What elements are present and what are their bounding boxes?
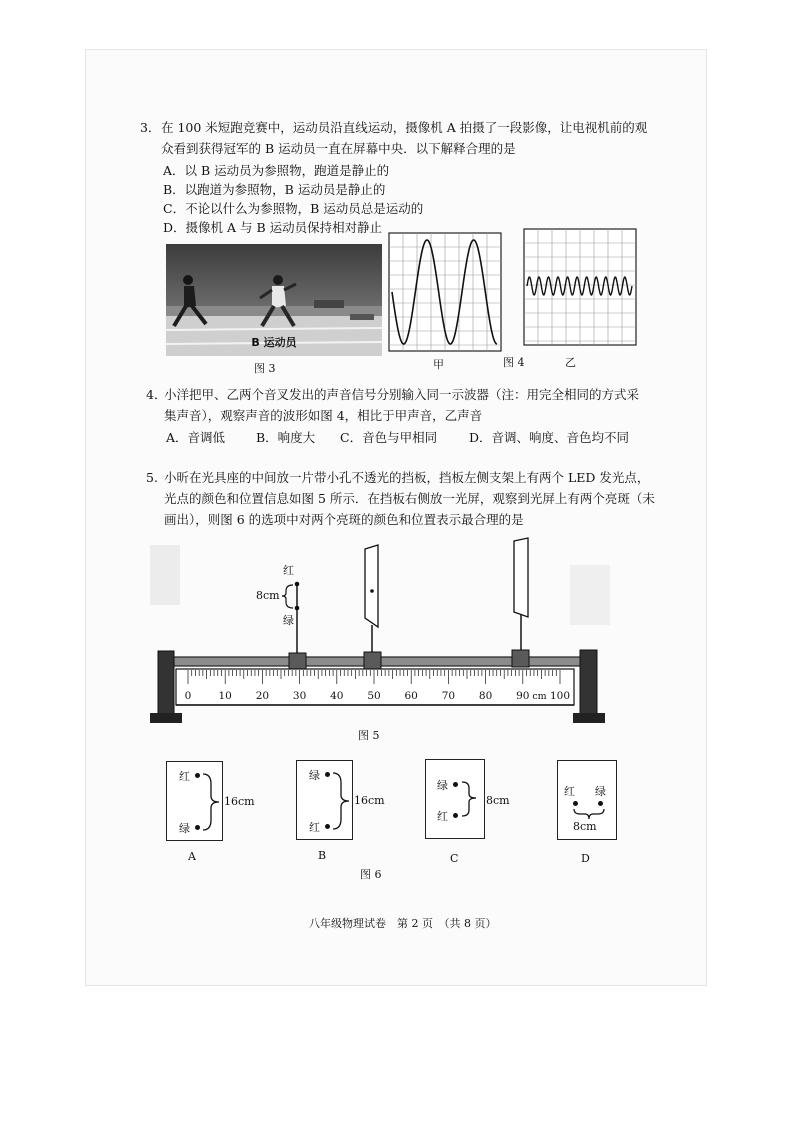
q4-option-d: D．音调、响度、音色均不同	[469, 430, 630, 445]
choice-a-screen	[166, 761, 223, 841]
fig5-green-label: 绿	[283, 614, 294, 627]
choice-c-top-dot	[453, 782, 458, 787]
fig5-optical-bench	[150, 535, 610, 735]
choice-b-bottom-dot	[325, 824, 330, 829]
choice-d-left-label: 红	[564, 785, 575, 798]
choice-a-bottom-label: 绿	[179, 822, 190, 835]
pinhole-barrier	[365, 545, 378, 627]
choice-d-distance: 8cm	[573, 820, 597, 833]
wave-yi-label: 乙	[565, 356, 576, 369]
fig3-caption: 图 3	[254, 362, 276, 375]
red-led-dot	[295, 582, 300, 587]
choice-b-top-dot	[325, 772, 330, 777]
photo-label-b-athlete: B 运动员	[251, 336, 297, 349]
q3-option-d: D．摄像机 A 与 B 运动员保持相对静止	[163, 220, 383, 235]
oscilloscope-yi	[523, 228, 637, 346]
light-screen	[514, 538, 528, 617]
q3-text-line2: 众看到获得冠军的 B 运动员一直在屏幕中央．以下解释合理的是	[161, 141, 516, 156]
q4-text-line1: 小洋把甲、乙两个音叉发出的声音信号分别输入同一示波器（注：用完全相同的方式采	[164, 387, 640, 402]
choice-c-bottom-label: 红	[437, 810, 448, 823]
choice-c-screen	[425, 759, 485, 839]
ruler-unit-label: cm	[532, 691, 547, 702]
choice-c-bottom-dot	[453, 813, 458, 818]
ruler-tick-label: 20	[255, 690, 270, 702]
q5-text-line2: 光点的颜色和位置信息如图 5 所示．在挡板右侧放一光屏，观察到光屏上有两个亮斑（未	[164, 491, 655, 506]
choice-a-letter: A	[188, 850, 196, 863]
choice-b-letter: B	[318, 849, 327, 862]
brace-icon	[460, 780, 482, 820]
fig5-spacing-label: 8cm	[256, 589, 280, 602]
ruler-tick-label: 90	[516, 690, 530, 702]
pinhole-dot	[370, 589, 374, 593]
ruler-tick-label: 100	[549, 690, 571, 702]
ruler-tick-label: 70	[441, 690, 456, 702]
brace-icon	[331, 771, 353, 831]
q5-text-line3: 画出），则图 6 的选项中对两个亮斑的颜色和位置表示最合理的是	[164, 512, 524, 527]
brace-icon	[201, 772, 223, 832]
choice-a-top-label: 红	[179, 770, 190, 783]
fig5-caption: 图 5	[358, 729, 380, 742]
choice-b-top-label: 绿	[309, 769, 320, 782]
q4-option-b: B．响度大	[256, 430, 316, 445]
choice-a-top-dot	[195, 773, 200, 778]
oscilloscope-jia	[388, 232, 502, 352]
choice-c-top-label: 绿	[437, 779, 448, 792]
ruler-tick-label: 50	[367, 690, 381, 702]
fig6-caption: 图 6	[360, 868, 382, 881]
q4-number: 4．	[146, 387, 167, 402]
fig4-caption: 图 4	[503, 356, 525, 369]
choice-d-screen	[557, 760, 617, 840]
choice-d-right-dot	[598, 801, 603, 806]
choice-d-right-label: 绿	[595, 785, 606, 798]
choice-c-letter: C	[450, 852, 459, 865]
brace-icon	[282, 585, 293, 608]
q3-option-b: B．以跑道为参照物，B 运动员是静止的	[163, 182, 386, 197]
brace-icon	[572, 807, 606, 821]
ruler-tick-label: 30	[292, 690, 307, 702]
choice-b-bottom-label: 红	[309, 821, 320, 834]
choice-d-left-dot	[573, 801, 578, 806]
choice-d-letter: D	[581, 852, 590, 865]
q4-text-line2: 集声音），观察声音的波形如图 4，相比于甲声音，乙声音	[164, 408, 483, 423]
q5-number: 5.	[146, 470, 158, 485]
fig3-photo	[166, 244, 382, 356]
ruler-tick-label: 10	[218, 690, 232, 702]
page-footer: 八年级物理试卷 第 2 页 （共 8 页）	[309, 917, 497, 930]
fig5-red-label: 红	[283, 564, 294, 577]
ruler-tick-label: 60	[404, 690, 418, 702]
q4-option-c: C．音色与甲相同	[340, 430, 438, 445]
q3-number: 3．	[140, 120, 161, 135]
ruler-tick-label: 40	[330, 690, 344, 702]
choice-a-distance: 16cm	[224, 795, 255, 808]
q3-option-a: A．以 B 运动员为参照物，跑道是静止的	[163, 163, 390, 178]
q3-option-c: C．不论以什么为参照物，B 运动员总是运动的	[163, 201, 424, 216]
choice-a-bottom-dot	[195, 825, 200, 830]
ruler-tick-label: 80	[478, 690, 493, 702]
choice-b-screen	[296, 760, 353, 840]
choice-b-distance: 16cm	[354, 794, 385, 807]
q4-option-a: A．音调低	[166, 430, 226, 445]
ruler-tick-label: 0	[184, 690, 192, 702]
q3-text-line1: 在 100 米短跑竞赛中，运动员沿直线运动，摄像机 A 拍摄了一段影像，让电视机前的观	[161, 120, 648, 135]
wave-jia-label: 甲	[433, 358, 444, 371]
choice-c-distance: 8cm	[486, 794, 510, 807]
green-led-dot	[295, 606, 300, 611]
q5-text-line1: 小昕在光具座的中间放一片带小孔不透光的挡板，挡板左侧支架上有两个 LED 发光点，	[164, 470, 650, 485]
